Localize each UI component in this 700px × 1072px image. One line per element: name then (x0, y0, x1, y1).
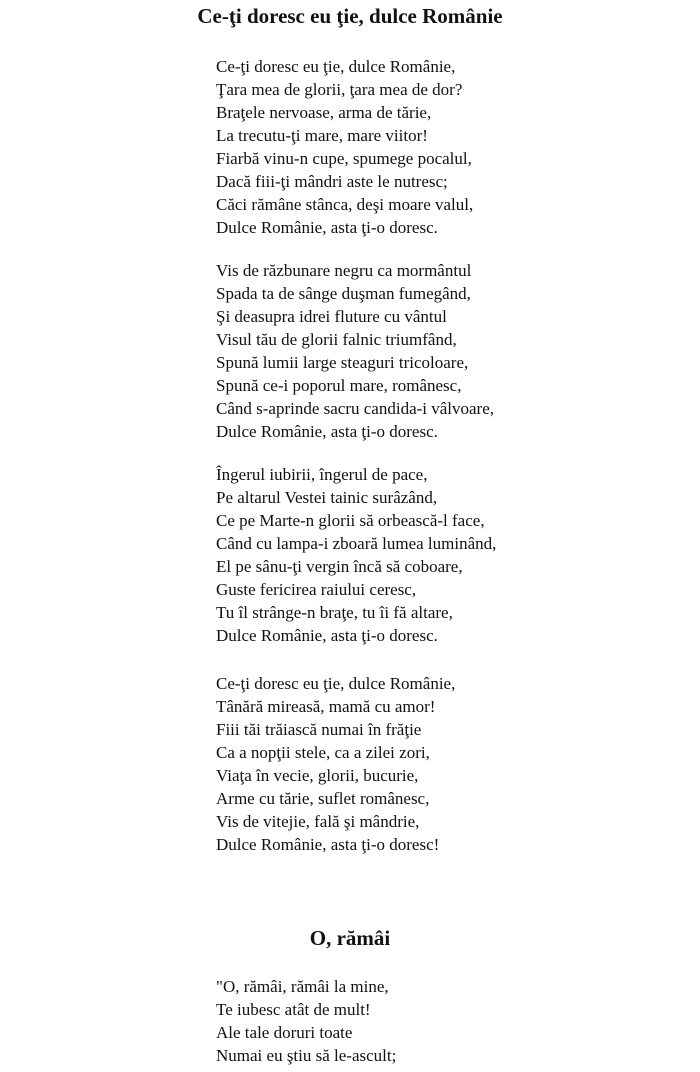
verse-line: Spună ce-i poporul mare, românesc, (216, 376, 462, 395)
verse-line: Dulce Românie, asta ţi-o doresc. (216, 626, 438, 645)
verse-line: Pe altarul Vestei tainic surâzând, (216, 488, 438, 507)
verse-line: Tu îl strânge-n braţe, tu îi fă altare, (216, 603, 453, 622)
stanza (216, 463, 496, 647)
verse-line: Ce-ţi doresc eu ţie, dulce Românie, (216, 57, 456, 76)
verse-line: Dulce Românie, asta ţi-o doresc. (216, 218, 438, 237)
verse-line: Visul tău de glorii falnic triumfând, (216, 330, 457, 349)
verse-line: "O, rămâi, rămâi la mine, (216, 977, 389, 996)
verse-line: Arme cu tărie, suflet românesc, (216, 789, 430, 808)
verse-line: Îngerul iubirii, îngerul de pace, (216, 465, 428, 484)
verse-line: Spada ta de sânge duşman fumegând, (216, 284, 471, 303)
verse-line: Dulce Românie, asta ţi-o doresc. (216, 422, 438, 441)
verse-line: La trecutu-ţi mare, mare viitor! (216, 126, 428, 145)
verse-line: Ce pe Marte-n glorii să orbească-l face, (216, 511, 485, 530)
stanza (216, 975, 396, 1067)
stanza (216, 55, 473, 239)
verse-line: El pe sânu-ţi vergin încă să coboare, (216, 557, 463, 576)
verse-line: Vis de vitejie, fală şi mândrie, (216, 812, 420, 831)
verse-line: Când s-aprinde sacru candida-i vâlvoare, (216, 399, 495, 418)
verse-line: Vis de răzbunare negru ca mormântul (216, 261, 472, 280)
poem-title: Ce-ţi doresc eu ţie, dulce Românie (197, 4, 503, 28)
poem-title: O, rămâi (309, 926, 391, 950)
verse-line: Când cu lampa-i zboară lumea luminând, (216, 534, 497, 553)
verse-line: Ca a nopţii stele, ca a zilei zori, (216, 743, 430, 762)
verse-line: Tânără mireasă, mamă cu amor! (216, 697, 436, 716)
verse-line: Ale tale doruri toate (216, 1023, 353, 1042)
verse-line: Viaţa în vecie, glorii, bucurie, (216, 766, 419, 785)
verse-line: Numai eu ştiu să le-ascult; (216, 1046, 397, 1065)
verse-line: Fiarbă vinu-n cupe, spumege pocalul, (216, 149, 472, 168)
verse-line: Braţele nervoase, arma de tărie, (216, 103, 432, 122)
verse-line: Spună lumii large steaguri tricoloare, (216, 353, 469, 372)
verse-line: Şi deasupra idrei fluture cu vântul (216, 307, 447, 326)
stanza (216, 672, 455, 856)
verse-line: Dacă fiii-ţi mândri aste le nutresc; (216, 172, 448, 191)
stanza (216, 259, 494, 443)
verse-line: Te iubesc atât de mult! (216, 1000, 371, 1019)
verse-line: Ţara mea de glorii, ţara mea de dor? (216, 80, 463, 99)
verse-line: Guste fericirea raiului ceresc, (216, 580, 417, 599)
verse-line: Căci rămâne stânca, deşi moare valul, (216, 195, 474, 214)
verse-line: Ce-ţi doresc eu ţie, dulce Românie, (216, 674, 456, 693)
verse-line: Dulce Românie, asta ţi-o doresc! (216, 835, 440, 854)
verse-line: Fiii tăi trăiască numai în frăţie (216, 720, 422, 739)
